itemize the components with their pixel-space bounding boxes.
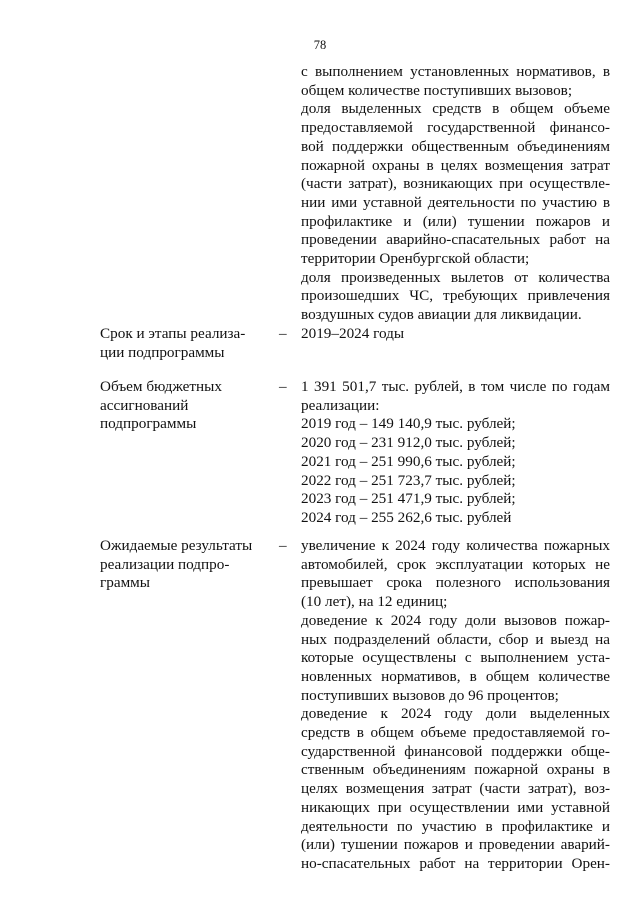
row-label-line: Ожидаемые результаты <box>100 537 253 554</box>
row-value-line: 2023 год – 251 471,9 тыс. рублей; <box>301 490 516 508</box>
row-value-line: превышает срока полезного использования <box>301 574 610 592</box>
row-label-line: Срок и этапы реализа- <box>100 325 246 342</box>
row-value-line: сударственной финансовой поддержки обще- <box>301 742 610 760</box>
continuation-line: пожарной охраны в целях возмещения затрат <box>301 156 610 174</box>
continuation-line: (части затрат), возникающих при осуществле- <box>301 175 610 193</box>
row-label-line: ции подпрограммы <box>100 343 225 361</box>
row-dash: – <box>279 537 287 554</box>
continuation-line: доля произведенных вылетов от количества <box>301 268 610 286</box>
row-value-line: 2019–2024 годы <box>301 325 405 342</box>
row-value-line: но-спасательных работ на территории Орен- <box>301 854 610 872</box>
continuation-line: проведении аварийно-спасательных работ на <box>301 231 610 249</box>
continuation-line: нии ими уставной деятельности по участию в <box>301 193 610 211</box>
row-value-line: целях возмещения затрат (части затрат), воз- <box>301 780 610 798</box>
continuation-line: вой поддержки общественным объединениям <box>301 137 610 155</box>
continuation-line: произошедших ЧС, требующих привлечения <box>301 287 610 305</box>
row-label-line: реализации подпро- <box>100 555 230 573</box>
row-label-line: подпрограммы <box>100 415 197 433</box>
row-value-line: реализации: <box>301 396 380 414</box>
row-value-line: 2020 год – 231 912,0 тыс. рублей; <box>301 434 516 452</box>
row-value-line: новленных нормативов, в общем количестве <box>301 667 610 685</box>
page-number: 78 <box>313 38 327 52</box>
continuation-line: с выполнением установленных нормативов, в <box>301 63 610 80</box>
continuation-line: доля выделенных средств в общем объеме <box>301 100 610 118</box>
row-value-line: ственным объединениям пожарной охраны в <box>301 761 610 779</box>
continuation-line: общем количестве поступивших вызовов; <box>301 81 573 99</box>
row-label-line: граммы <box>100 574 150 592</box>
row-value-line: (или) тушении пожаров и проведении аварий- <box>301 836 610 854</box>
row-value-line: увеличение к 2024 году количества пожарных <box>301 537 610 554</box>
row-value-line: (10 лет), на 12 единиц; <box>301 593 448 611</box>
row-value-line: доведение к 2024 году доли вызовов пожар- <box>301 611 610 629</box>
row-value-line: доведение к 2024 году доли выделенных <box>301 705 610 723</box>
row-value-line: которые осуществлены с выполнением уста- <box>301 649 610 667</box>
row-label-line: Объем бюджетных <box>100 378 222 395</box>
row-value-line: автомобилей, срок эксплуатации которых не <box>301 555 610 573</box>
continuation-line: территории Оренбургской области; <box>301 250 530 267</box>
row-value-line: 2021 год – 251 990,6 тыс. рублей; <box>301 452 516 470</box>
row-value-line: поступивших вызовов до 96 процентов; <box>301 686 559 704</box>
row-value-line: 2022 год – 251 723,7 тыс. рублей; <box>301 471 516 489</box>
continuation-line: предоставляемой государственной финансо- <box>301 119 610 137</box>
row-dash: – <box>279 378 287 395</box>
row-label-line: ассигнований <box>100 396 189 414</box>
row-value-line: никающих при осуществлении ими уставной <box>301 798 610 816</box>
continuation-line: воздушных судов авиации для ликвидации. <box>301 306 582 324</box>
row-value-line: средств в общем объеме предоставляемой го- <box>301 724 610 741</box>
row-value-line: ных подразделений области, сбор и выезд на <box>301 630 610 648</box>
row-value-line: деятельности по участию в профилактике и <box>301 817 610 835</box>
continuation-line: профилактике и (или) тушении пожаров и <box>301 212 610 230</box>
row-value-line: 2019 год – 149 140,9 тыс. рублей; <box>301 415 516 433</box>
row-dash: – <box>279 325 287 342</box>
row-value-line: 2024 год – 255 262,6 тыс. рублей <box>301 508 512 526</box>
row-value-line: 1 391 501,7 тыс. рублей, в том числе по годам <box>301 378 610 395</box>
